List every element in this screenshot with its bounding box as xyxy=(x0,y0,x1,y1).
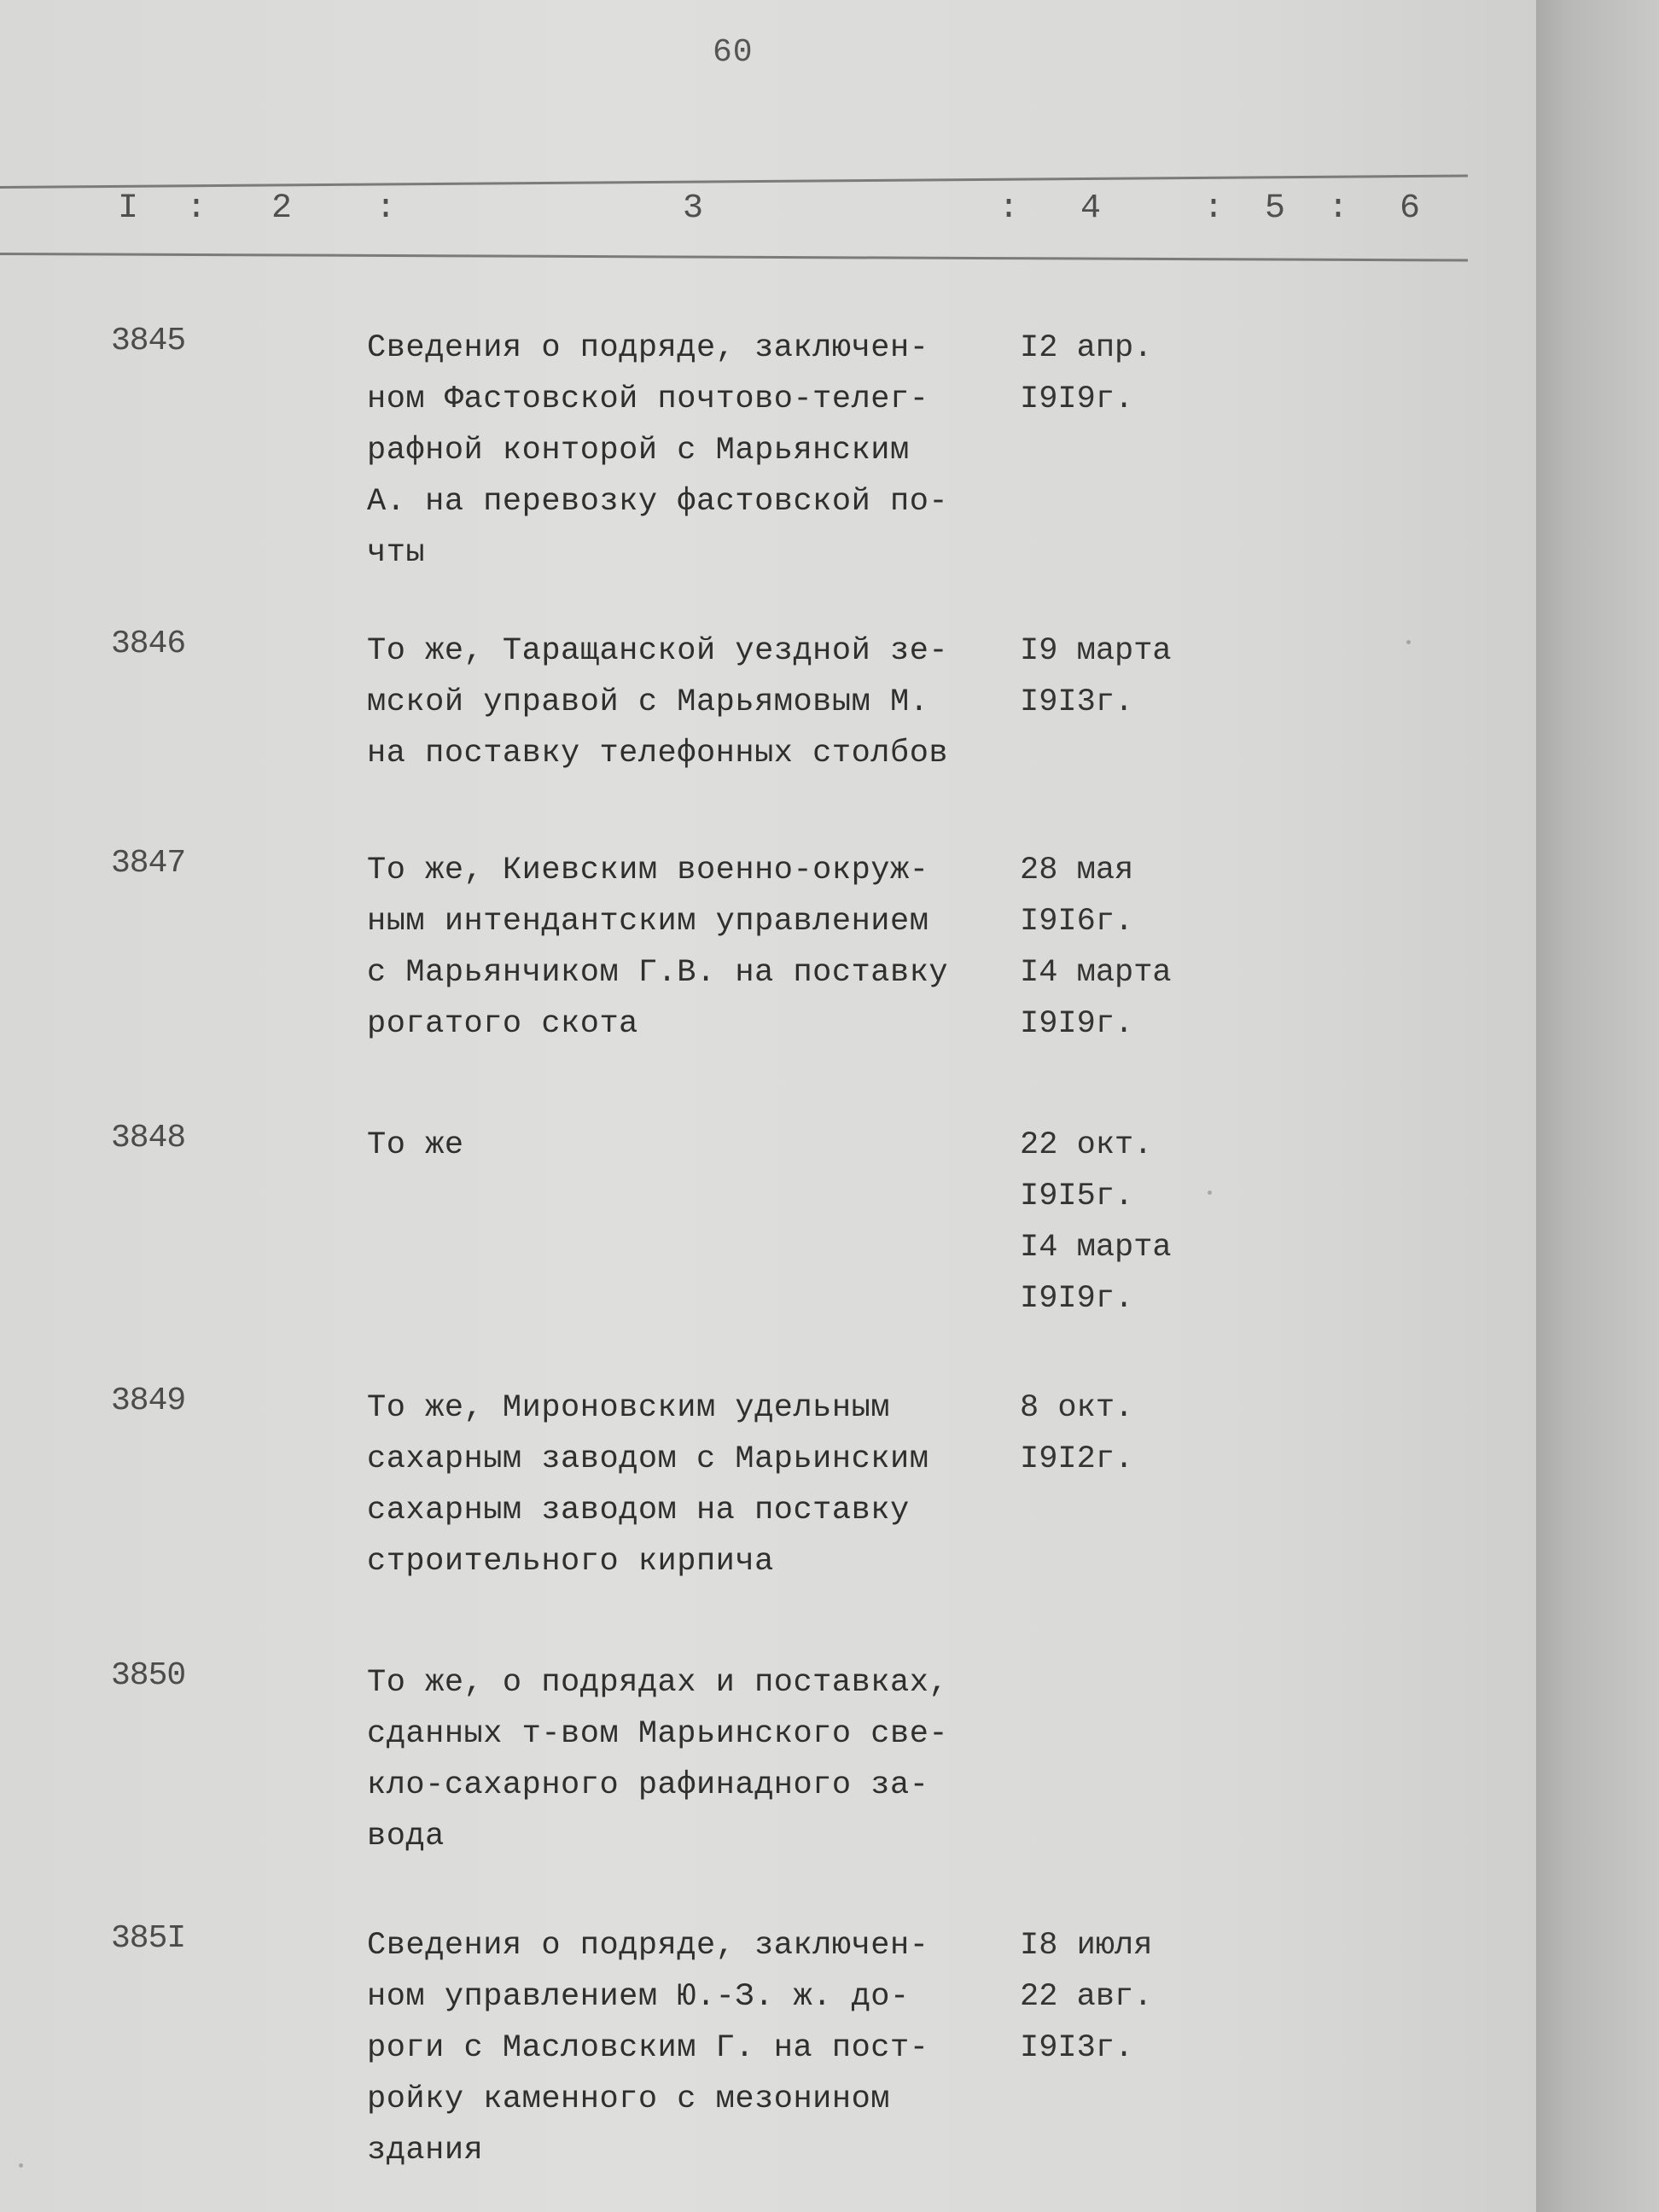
date-line: I4 марта xyxy=(1020,1230,1172,1266)
entry-number: 3847 xyxy=(111,845,186,882)
title-line: кло-сахарного рафинадного за- xyxy=(367,1767,929,1803)
entry-title xyxy=(367,1657,1016,1862)
page-edge-shadow xyxy=(1536,0,1659,2212)
title-line: с Марьянчиком Г.В. на поставку xyxy=(367,955,949,991)
title-line: ройку каменного с мезонином xyxy=(367,2081,890,2117)
title-line: ном управлением Ю.-З. ж. до- xyxy=(367,1979,910,2015)
column-header-6: 6 xyxy=(1400,189,1421,228)
entry-number: 385I xyxy=(111,1920,186,1957)
title-line: здания xyxy=(367,2133,484,2168)
column-header-5: 5 xyxy=(1265,189,1286,228)
title-line: То же, Киевским военно-окруж- xyxy=(367,853,929,888)
column-separator: : xyxy=(1203,189,1225,228)
entry-title xyxy=(367,1920,1016,2176)
entry-number: 3845 xyxy=(111,323,186,359)
entry-number: 3850 xyxy=(111,1657,186,1694)
date-line: I9I3г. xyxy=(1020,684,1134,720)
title-line: Сведения о подряде, заключен- xyxy=(367,330,929,366)
entry-dates xyxy=(1020,626,1216,728)
column-header-4: 4 xyxy=(1080,189,1102,228)
date-line: I2 апр. xyxy=(1020,330,1153,366)
column-header-3: 3 xyxy=(683,189,704,228)
column-header-1: I xyxy=(118,189,139,228)
entry-dates xyxy=(1020,845,1216,1050)
entry-dates xyxy=(1020,1382,1216,1485)
entry-title xyxy=(367,845,1016,1050)
entry-title xyxy=(367,1382,1016,1587)
date-line: 22 окт. xyxy=(1020,1127,1153,1163)
column-separator: : xyxy=(998,189,1020,228)
title-line: рафной конторой с Марьянским xyxy=(367,433,910,469)
title-line: То же, Мироновским удельным xyxy=(367,1390,890,1426)
date-line: I9I9г. xyxy=(1020,1281,1134,1317)
title-line: ном Фастовской почтово-телег- xyxy=(367,381,929,417)
title-line: чты xyxy=(367,535,426,571)
column-separator: : xyxy=(1328,189,1349,228)
page-number: 60 xyxy=(713,34,754,71)
date-line: I9I3г. xyxy=(1020,2030,1134,2066)
column-separator: : xyxy=(186,189,207,228)
date-line: I9I6г. xyxy=(1020,904,1134,940)
date-line: 22 авг. xyxy=(1020,1979,1153,2015)
paper-speck xyxy=(19,2163,23,2168)
date-line: I9I5г. xyxy=(1020,1179,1134,1214)
entry-dates xyxy=(1020,323,1216,425)
title-line: То же, Таращанской уездной зе- xyxy=(367,633,949,669)
entry-title xyxy=(367,626,1016,779)
date-line: I9I2г. xyxy=(1020,1441,1134,1477)
column-separator: : xyxy=(375,189,397,228)
date-line: I9 марта xyxy=(1020,633,1172,669)
date-line: I9I9г. xyxy=(1020,381,1134,417)
column-header-row xyxy=(111,189,1476,249)
entry-number: 3848 xyxy=(111,1120,186,1156)
entry-number: 3849 xyxy=(111,1382,186,1419)
date-line: I4 марта xyxy=(1020,955,1172,991)
entry-dates xyxy=(1020,1920,1216,2074)
title-line: сданных т-вом Марьинского све- xyxy=(367,1716,949,1752)
date-line: 8 окт. xyxy=(1020,1390,1134,1426)
paper-speck xyxy=(1208,1190,1212,1195)
title-line: Сведения о подряде, заключен- xyxy=(367,1928,929,1964)
title-line: сахарным заводом на поставку xyxy=(367,1493,910,1528)
entry-number: 3846 xyxy=(111,626,186,662)
title-line: То же xyxy=(367,1127,464,1163)
title-line: вода xyxy=(367,1819,445,1854)
title-line: мской управой с Марьямовым М. xyxy=(367,684,929,720)
paper-speck xyxy=(1406,640,1411,644)
date-line: 28 мая xyxy=(1020,853,1134,888)
title-line: роги с Масловским Г. на пост- xyxy=(367,2030,929,2066)
header-top-rule xyxy=(0,174,1468,189)
header-bottom-rule xyxy=(0,253,1468,262)
entry-title xyxy=(367,1120,1016,1171)
title-line: ным интендантским управлением xyxy=(367,904,929,940)
title-line: на поставку телефонных столбов xyxy=(367,736,949,771)
column-header-2: 2 xyxy=(271,189,293,228)
title-line: строительного кирпича xyxy=(367,1544,774,1580)
title-line: сахарным заводом с Марьинским xyxy=(367,1441,929,1477)
title-line: рогатого скота xyxy=(367,1006,638,1042)
entry-title xyxy=(367,323,1016,579)
title-line: А. на перевозку фастовской по- xyxy=(367,484,949,520)
title-line: То же, о подрядах и поставках, xyxy=(367,1665,949,1701)
date-line: I8 июля xyxy=(1020,1928,1153,1964)
date-line: I9I9г. xyxy=(1020,1006,1134,1042)
entry-dates xyxy=(1020,1120,1216,1324)
